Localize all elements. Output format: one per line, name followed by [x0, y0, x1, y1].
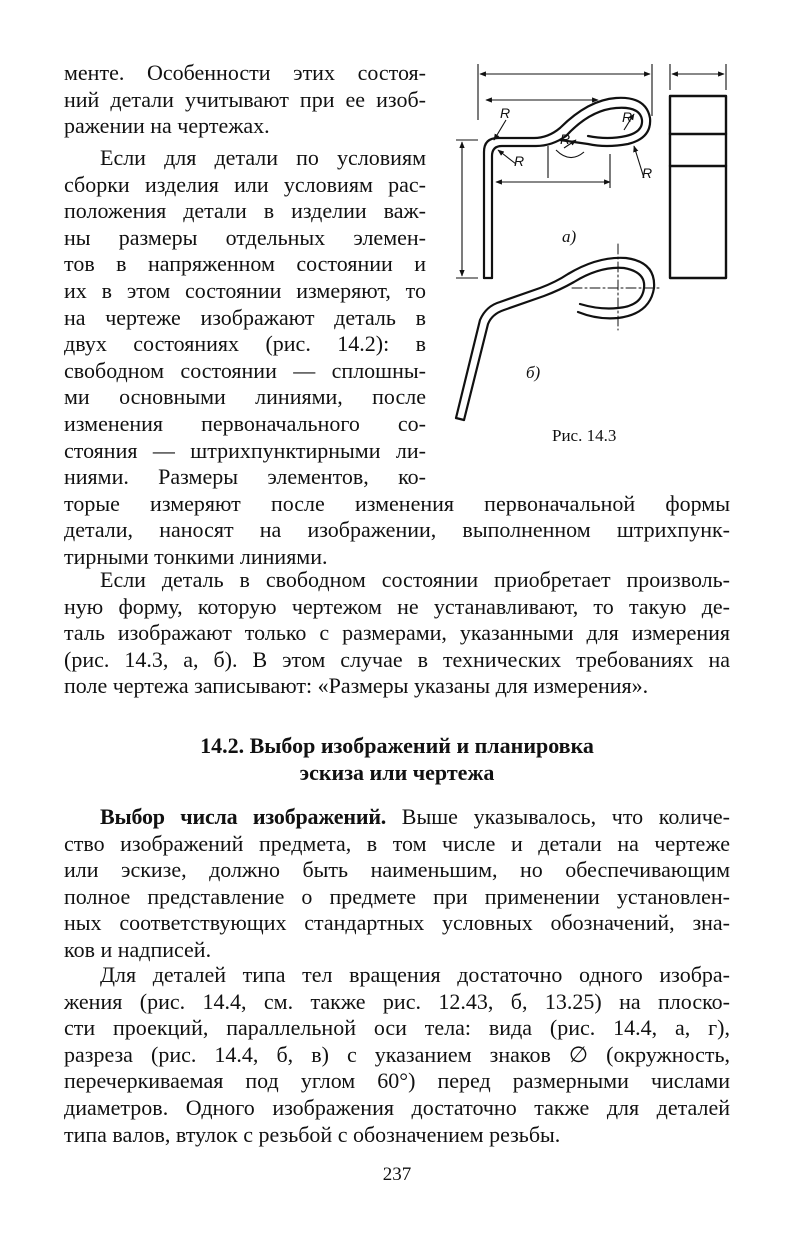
side-view — [670, 96, 726, 278]
text-line — [64, 804, 730, 831]
page-number: 237 — [382, 1164, 412, 1185]
text-line: таль изображают только с размерами, указанными для измерения — [64, 620, 730, 646]
radius-label: R — [500, 105, 511, 121]
text-line: сборки изделия или условиям рас- — [64, 171, 426, 197]
text-line: свободном состоянии — сплошны- — [64, 357, 426, 383]
text-line: диаметров. Одного изображения достаточно также для деталей — [64, 1094, 730, 1120]
radius-label: R — [622, 109, 633, 125]
text-line: (рис. 14.3, а, б). В этом случае в технических требованиях на — [64, 646, 730, 672]
radius-label: R — [560, 131, 571, 147]
radius-label: R — [642, 165, 653, 181]
text-line: их в этом состоянии измеряют, то — [64, 277, 426, 303]
text-line: двух состояниях (рис. 14.2): в — [64, 331, 426, 357]
text-line: торые измеряют после изменения первоначальной формы — [64, 490, 730, 516]
text-line: детали, наносят на изображении, выполненном штрихпунк- — [64, 517, 730, 543]
section-heading — [64, 732, 730, 786]
text-line: Если деталь в свободном состоянии приобретает произволь- — [100, 567, 730, 592]
text-line: менте. Особенности этих состоя- — [64, 60, 426, 85]
paragraph-choice-of-views — [64, 804, 730, 964]
text-line: ражении на чертежах. — [64, 113, 270, 139]
heading-line-1: 14.2. Выбор изображений и планировка — [200, 733, 594, 758]
heading-line-2: эскиза или чертежа — [299, 760, 495, 785]
text-line: изменения первоначального со- — [64, 410, 426, 436]
figure-14-3 — [448, 60, 738, 470]
paragraph-free-state — [64, 567, 730, 700]
text-line: ний детали учитывают при ее изоб- — [64, 86, 426, 112]
paragraph-continuation — [64, 60, 426, 140]
text-line: ство изображений предмета, в том числе и детали на чертеже — [64, 830, 730, 856]
text-line: ных соответствующих стандартных условных обозначений, зна- — [64, 910, 730, 936]
text-line: на чертеже изображают деталь в — [64, 304, 426, 330]
text-line: перечеркиваемая под углом 60°) перед размерными числами — [64, 1068, 730, 1094]
text-line: полное представление о предмете при применении установлен- — [64, 883, 730, 909]
text-line: Если для детали по условиям — [100, 145, 426, 170]
text-line: жения (рис. 14.4, см. также рис. 12.43, б, 13.25) на плоско- — [64, 988, 730, 1014]
text-line: типа валов, втулок с резьбой с обозначением резьбы. — [64, 1121, 561, 1147]
figure-label-a: а) — [562, 227, 577, 246]
text-line: поле чертежа записывают: «Размеры указаны для измерения». — [64, 673, 649, 699]
figure-caption: Рис. 14.3 — [552, 426, 617, 445]
text-line: Для деталей типа тел вращения достаточно одного изобра- — [100, 962, 730, 987]
figure-label-b: б) — [526, 363, 541, 382]
text-line: ную форму, которую чертежом не устанавливают, то такую де- — [64, 593, 730, 619]
paragraph-bodies-of-rotation — [64, 962, 730, 1148]
radius-label: R — [514, 153, 525, 169]
text-line: ми основными линиями, после — [64, 384, 426, 410]
text-line: сти проекций, параллельной оси тела: вида (рис. 14.4, а, г), — [64, 1015, 730, 1041]
text-line: разреза (рис. 14.4, б, в) с указанием знаков ∅ (окружность, — [64, 1041, 730, 1067]
text-line: ниями. Размеры элементов, ко- — [64, 464, 426, 490]
part-b-drawing — [456, 244, 662, 420]
text-line: ны размеры отдельных элемен- — [64, 224, 426, 250]
text-line: стояния — штрихпунктирными ли- — [64, 437, 426, 463]
text-line: ков и надписей. — [64, 936, 212, 962]
text-line: тирными тонкими линиями. — [64, 543, 328, 569]
bold-run-in-title: Выбор числа изображений. — [100, 804, 387, 829]
text-line: тов в напряженном состоянии и — [64, 251, 426, 277]
text-run: Выше указывалось, что количе- — [386, 804, 730, 829]
text-line: положения детали в изделии важ- — [64, 198, 426, 224]
text-line: или эскизе, должно быть наименьшим, но обеспечивающим — [64, 857, 730, 883]
